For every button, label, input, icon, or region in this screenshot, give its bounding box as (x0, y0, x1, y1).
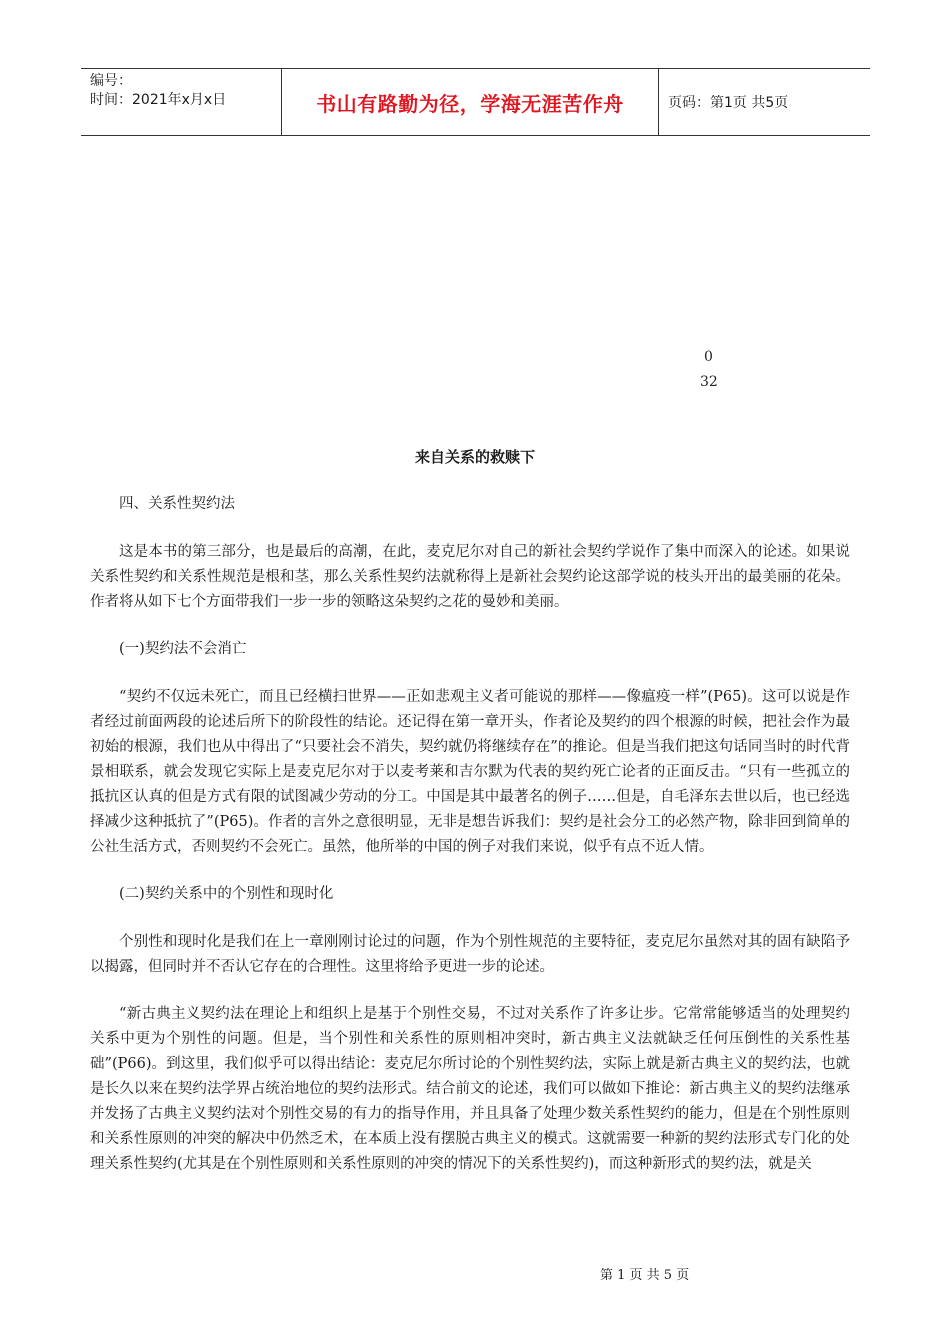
stray-mark-1: 0 (704, 349, 713, 365)
paragraph: 个别性和现时化是我们在上一章刚刚讨论过的问题，作为个别性规范的主要特征，麦克尼尔虽然对其的固有缺陷予以揭露，但同时并不否认它存在的合理性。这里将给予更进一步的论述。 (90, 934, 850, 975)
page-footer: 第 1 页 共 5 页 (600, 1268, 690, 1283)
document-header (81, 68, 870, 136)
document-title: 来自关系的救赎下 (414, 448, 535, 466)
paragraph: “新古典主义契约法在理论上和组织上是基于个别性交易，不过对关系作了许多让步。它常常能够适当的处理契约关系中更为个别性的问题。但是，当个别性和关系性的原则相冲突时，新古典主义法就缺乏任何压倒性的关系性基础”(P66)。到这里，我们似乎可以得出结论：麦克尼尔所讨论的个别性契约法，实际上就是新古典主义的契约法，也就是长久以来在契约法学界占统治地位的契约法形式。结合前文的论述，我们可以做如下推论：新古典主义的契约法继承并发扬了古典主义契约法对个别性交易的有力的指导作用，并且具备了处理少数关系性契约的能力，但是在个别性原则和关系性原则的冲突的解决中仍然乏术，在本质上没有摆脱古典主义的模式。这就需要一种新的契约法形式专门化的处理关系性契约(尤其是在个别性原则和关系性原则的冲突的情况下的关系性契约)，而这种新形式的契约法，就是关 (90, 1006, 850, 1172)
header-meta (81, 69, 282, 135)
number-label: 编号： (90, 73, 132, 89)
header-motto (282, 69, 659, 135)
document-body (90, 492, 850, 1199)
section-heading: 四、关系性契约法 (119, 496, 235, 512)
subsection-heading: (二)契约关系中的个别性和现时化 (119, 886, 334, 902)
paragraph: 这是本书的第三部分，也是最后的高潮，在此，麦克尼尔对自己的新社会契约学说作了集中而深入的论述。如果说关系性契约和关系性规范是根和茎，那么关系性契约法就称得上是新社会契约论这部学说的枝头开出的最美丽的花朵。作者将从如下七个方面带我们一步一步的领略这朵契约之花的曼妙和美丽。 (90, 544, 850, 610)
subsection-heading: (一)契约法不会消亡 (119, 641, 247, 657)
page-label: 页码：第1页 共5页 (668, 95, 789, 111)
paragraph: “契约不仅远未死亡，而且已经横扫世界——正如悲观主义者可能说的那样——像瘟疫一样”(P65)。这可以说是作者经过前面两段的论述后所下的阶段性的结论。还记得在第一章开头，作者论及契约的四个根源的时候，把社会作为最初始的根源，我们也从中得出了“只要社会不消失，契约就仍将继续存在”的推论。但是当我们把这句话同当时的时代背景相联系，就会发现它实际上是麦克尼尔对于以麦考莱和吉尔默为代表的契约死亡论者的正面反击。“只有一些孤立的抵抗区认真的但是方式有限的试图减少劳动的分工。中国是其中最著名的例子……但是，自毛泽东去世以后，也已经选择减少这种抵抗了”(P65)。作者的言外之意很明显，无非是想告诉我们：契约是社会分工的必然产物，除非回到简单的公社生活方式，否则契约不会死亡。虽然，他所举的中国的例子对我们来说，似乎有点不近人情。 (90, 689, 850, 855)
motto-text: 书山有路勤为径，学海无涯苦作舟 (316, 91, 624, 116)
header-page (659, 69, 870, 135)
date-label: 时间：2021年x月x日 (90, 92, 227, 108)
stray-mark-2: 32 (700, 374, 718, 390)
